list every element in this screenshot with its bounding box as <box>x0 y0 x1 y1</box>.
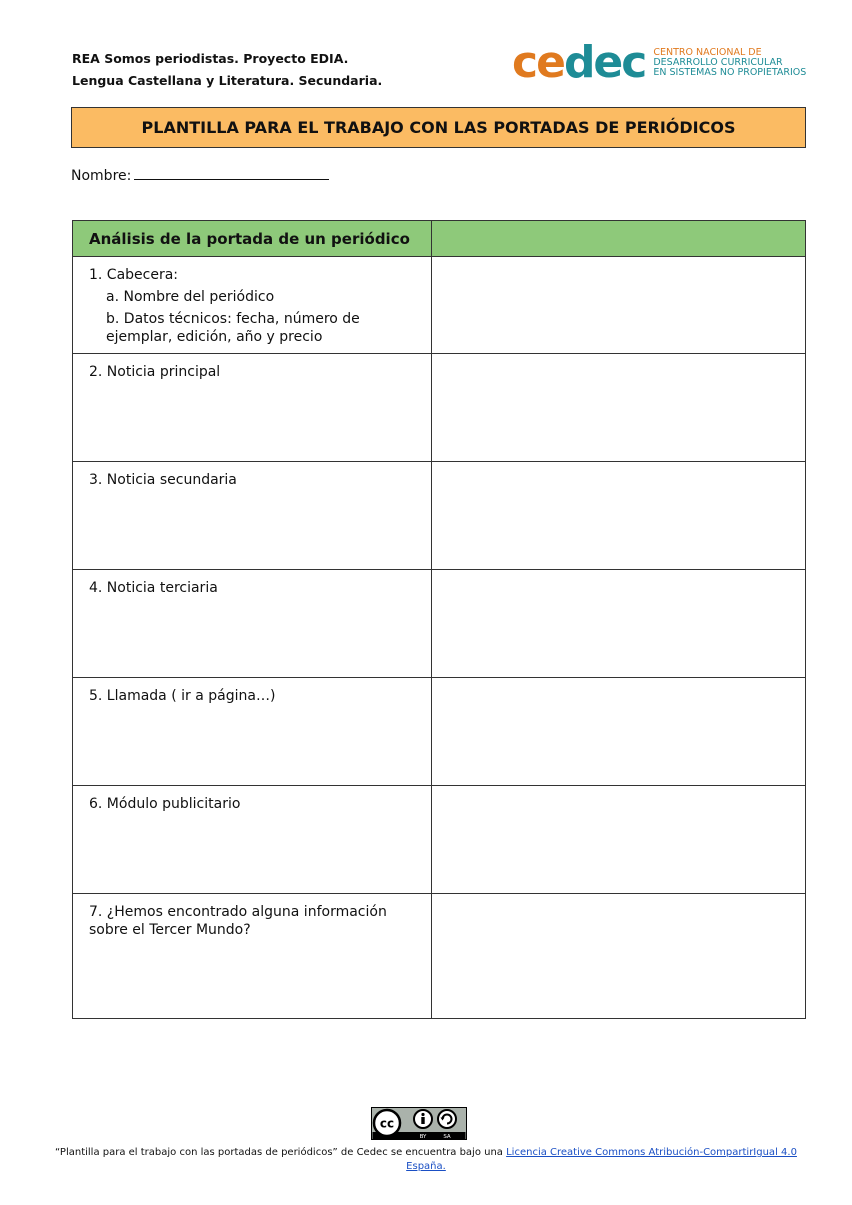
table-header-cell <box>73 221 432 257</box>
table-row <box>73 257 806 354</box>
answer-cell[interactable] <box>432 570 806 678</box>
header-line-2: Lengua Castellana y Literatura. Secundaria. <box>72 73 383 88</box>
license-link[interactable]: Licencia Creative Commons Atribución-CompartirIgual 4.0 España. <box>406 1147 797 1172</box>
row-label-cell <box>73 354 432 462</box>
cedec-logo-subtitle: CENTRO NACIONAL DE DESARROLLO CURRICULAR EN SISTEMAS NO PROPIETARIOS <box>653 47 807 78</box>
table-header-label: Análisis de la portada de un periódico <box>89 230 410 248</box>
row-sublabel-b: b. Datos técnicos: fecha, número de ejemplar, edición, año y precio <box>106 311 360 345</box>
by-label: BY <box>419 1134 427 1140</box>
answer-cell[interactable] <box>432 257 806 354</box>
name-field <box>71 165 329 184</box>
cedec-logo <box>512 38 806 88</box>
answer-cell[interactable] <box>432 462 806 570</box>
table-header-empty-cell <box>432 221 806 257</box>
license-text: “Plantilla para el trabajo con las portadas de periódicos” de Cedec se encuentra bajo una <box>55 1147 507 1158</box>
answer-cell[interactable] <box>432 894 806 1019</box>
row-label-cell <box>73 257 432 354</box>
row-label: 5. Llamada ( ir a página…) <box>89 688 276 704</box>
header-line-1: REA Somos periodistas. Proyecto EDIA. <box>72 51 349 66</box>
answer-cell[interactable] <box>432 786 806 894</box>
license-footer <box>40 1146 812 1174</box>
document-header <box>72 48 382 92</box>
name-blank-line[interactable] <box>134 165 329 180</box>
answer-cell[interactable] <box>432 678 806 786</box>
table-row <box>73 894 806 1019</box>
answer-cell[interactable] <box>432 354 806 462</box>
cedec-logo-word: cedec <box>512 37 646 88</box>
creative-commons-badge <box>371 1107 467 1140</box>
row-label: 4. Noticia terciaria <box>89 580 218 596</box>
sa-share-alike-icon <box>438 1110 456 1128</box>
row-label-cell <box>73 786 432 894</box>
row-label: 2. Noticia principal <box>89 364 221 380</box>
row-label: 7. ¿Hemos encontrado alguna información sobre el Tercer Mundo? <box>89 904 387 938</box>
row-label-cell <box>73 570 432 678</box>
name-label: Nombre: <box>71 168 132 184</box>
table-row <box>73 786 806 894</box>
row-label: 3. Noticia secundaria <box>89 472 237 488</box>
row-sublabel-a: a. Nombre del periódico <box>106 289 275 305</box>
row-label: 6. Módulo publicitario <box>89 796 241 812</box>
table-row <box>73 462 806 570</box>
row-label: 1. Cabecera: <box>89 267 179 283</box>
row-label-cell <box>73 894 432 1019</box>
row-label-cell <box>73 462 432 570</box>
row-label-cell <box>73 678 432 786</box>
cc-icon-text: cc <box>379 1116 395 1131</box>
table-row <box>73 570 806 678</box>
table-row <box>73 678 806 786</box>
analysis-table <box>72 220 806 1019</box>
page-title: PLANTILLA PARA EL TRABAJO CON LAS PORTADAS DE PERIÓDICOS <box>71 107 806 148</box>
table-row <box>73 354 806 462</box>
sa-label: SA <box>443 1134 451 1140</box>
table-header-row <box>73 221 806 257</box>
